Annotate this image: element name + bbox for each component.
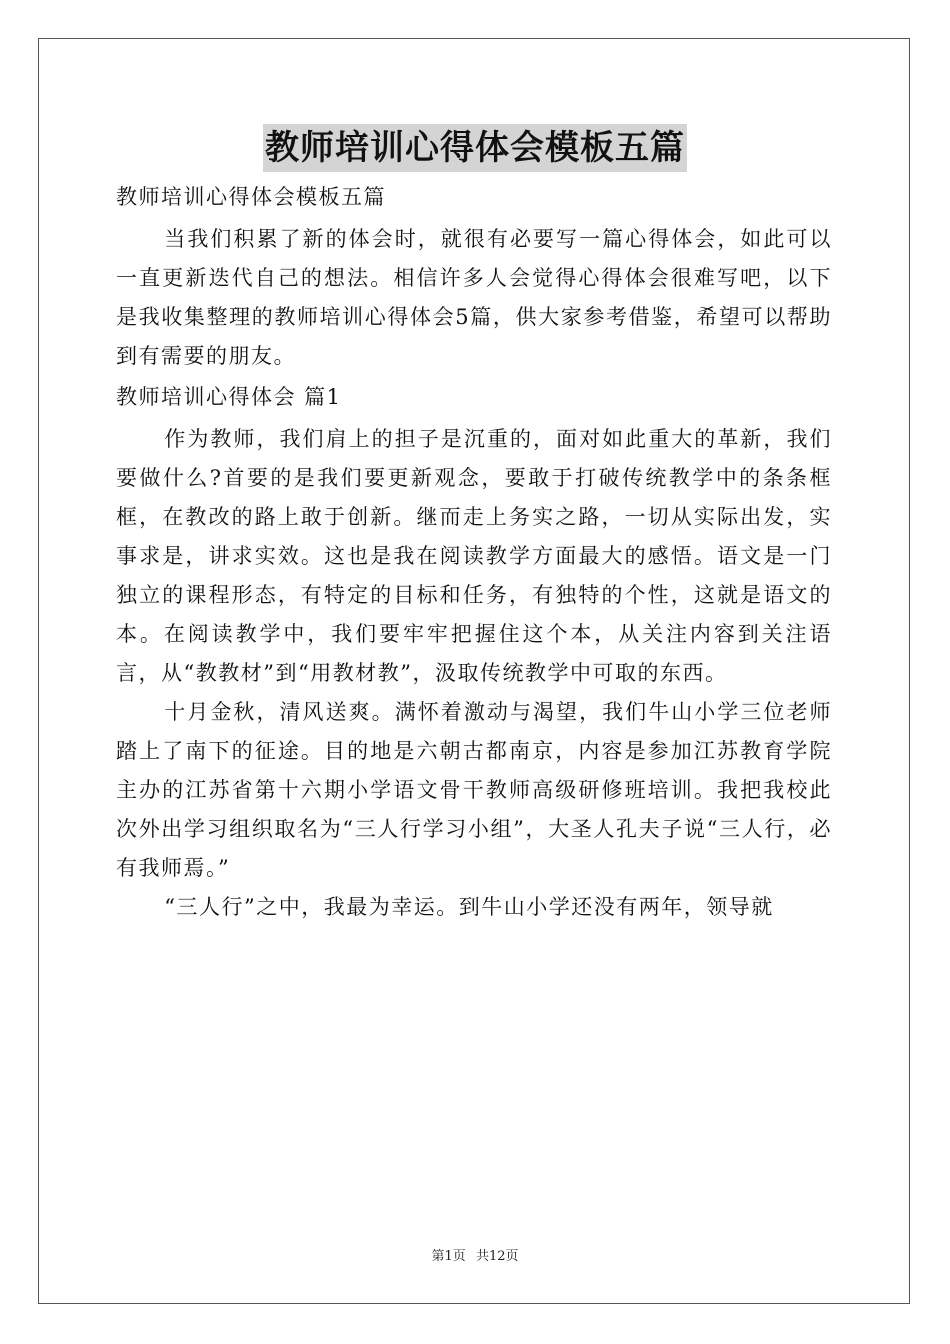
page-number: 第1页 <box>431 1249 466 1264</box>
body-paragraph: “三人行”之中，我最为幸运。到牛山小学还没有两年，领导就 <box>164 895 774 919</box>
body-paragraph: 十月金秋，清风送爽。满怀着激动与渴望，我们牛山小学三位老师踏上了南下的征途。目的地是六朝古都南京，内容是参加江苏教育学院主办的江苏省第十六期小学语文骨干教师高级研修班培训。我把我校此次外出学习组织取名为“三人行学习小组”，大圣人孔夫子说“三人行，必有我师焉。” <box>116 700 832 880</box>
page-total: 共12页 <box>475 1249 519 1264</box>
intro-paragraph: 当我们积累了新的体会时，就很有必要写一篇心得体会，如此可以一直更新迭代自己的想法。相信许多人会觉得心得体会很难写吧，以下是我收集整理的教师培训心得体会5篇，供大家参考借鉴，希望可以帮助到有需要的朋友。 <box>116 227 832 368</box>
body-paragraph: 作为教师，我们肩上的担子是沉重的，面对如此重大的革新，我们要做什么?首要的是我们要更新观念，要敢于打破传统教学中的条条框框，在教改的路上敢于创新。继而走上务实之路，一切从实际出发，实事求是，讲求实效。这也是我在阅读教学方面最大的感悟。语文是一门独立的课程形态，有特定的目标和任务，有独特的个性，这就是语文的本。在阅读教学中，我们要牢牢把握住这个本，从关注内容到关注语言，从“教教材”到“用教材教”，汲取传统教学中可取的东西。 <box>116 427 832 685</box>
document-subtitle: 教师培训心得体会模板五篇 <box>116 185 386 209</box>
document-body <box>116 176 832 927</box>
document-title: 教师培训心得体会模板五篇 <box>263 124 687 172</box>
title-container <box>0 124 950 172</box>
page-footer <box>0 1245 950 1264</box>
section-heading: 教师培训心得体会 篇1 <box>116 385 342 409</box>
